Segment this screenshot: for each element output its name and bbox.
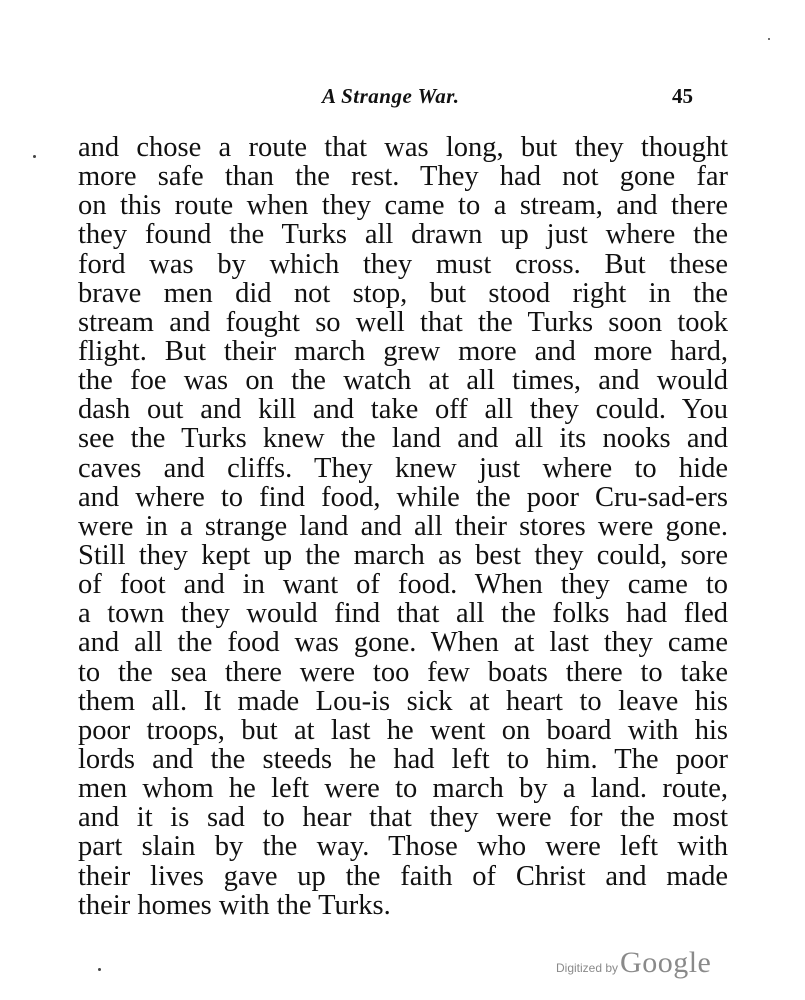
digitized-by-google-watermark xyxy=(556,946,711,980)
text-line: stream and fought so well that the Turks soon took xyxy=(78,306,728,338)
text-line: lords and the steeds he had left to him. The poor xyxy=(78,743,728,775)
text-line: brave men did not stop, but stood right in the xyxy=(78,277,728,309)
google-logo-text: Google xyxy=(620,946,712,979)
scan-speck xyxy=(33,155,36,158)
text-line: poor troops, but at last he went on board with his xyxy=(78,714,728,746)
text-line: and all the food was gone. When at last they came xyxy=(78,627,728,659)
text-line: part slain by the way. Those who were left with xyxy=(78,831,728,863)
text-line: a town they would find that all the folks had fled xyxy=(78,598,728,630)
text-line: more safe than the rest. They had not gone far xyxy=(78,161,728,193)
text-line: caves and cliffs. They knew just where to hide xyxy=(78,452,728,484)
text-line: their homes with the Turks. xyxy=(78,889,391,921)
text-line: men whom he left were to march by a land. route, xyxy=(78,773,728,805)
text-line: see the Turks knew the land and all its nooks and xyxy=(78,423,728,455)
text-line: ford was by which they must cross. But these xyxy=(78,248,728,280)
text-line: on this route when they came to a stream, and there xyxy=(78,190,728,222)
text-line: and chose a route that was long, but they thought xyxy=(78,132,728,163)
text-line: and where to find food, while the poor Cru-sad-ers xyxy=(78,481,728,513)
text-line: Still they kept up the march as best they could, sore xyxy=(78,539,728,571)
running-title: A Strange War. xyxy=(322,84,460,108)
scan-speck xyxy=(768,38,770,40)
text-line: were in a strange land and all their stores were gone. xyxy=(78,510,728,542)
text-line: of foot and in want of food. When they came to xyxy=(78,569,728,601)
text-line: dash out and kill and take off all they could. You xyxy=(78,394,728,426)
watermark-prefix: Digitized by xyxy=(556,961,619,975)
text-line: flight. But their march grew more and more hard, xyxy=(78,335,728,367)
text-line: to the sea there were too few boats there to take xyxy=(78,656,728,688)
text-line: the foe was on the watch at all times, and would xyxy=(78,365,728,397)
text-line: their lives gave up the faith of Christ and made xyxy=(78,860,728,892)
page-number: 45 xyxy=(672,84,693,108)
text-line: them all. It made Lou-is sick at heart to leave his xyxy=(78,685,728,717)
scan-speck xyxy=(98,968,101,971)
page-header xyxy=(0,84,805,120)
text-line: and it is sad to hear that they were for the most xyxy=(78,802,728,834)
text-line: they found the Turks all drawn up just where the xyxy=(78,219,728,251)
body-text xyxy=(78,133,728,920)
